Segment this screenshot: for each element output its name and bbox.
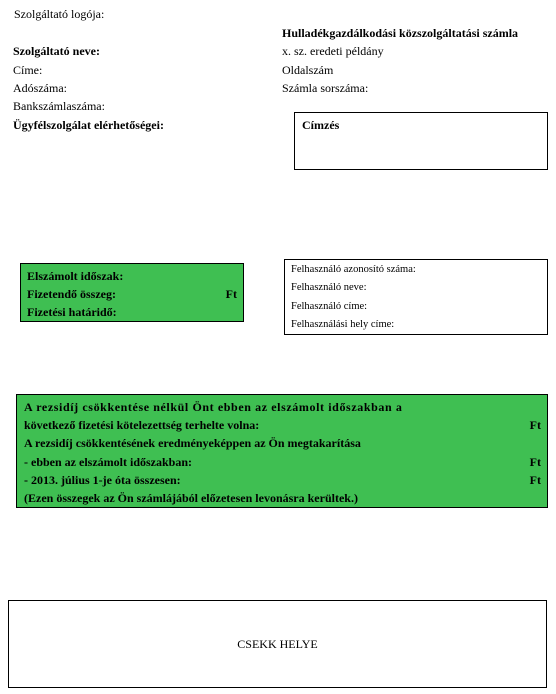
recipient-title: Címzés [302, 118, 340, 132]
savings-line-2: következő fizetési kötelezettség terhelte volna: [24, 418, 260, 432]
check-area-label: CSEKK HELYE [237, 637, 318, 651]
billing-summary-box [20, 263, 244, 322]
payment-deadline-label: Fizetési határidő: [27, 305, 117, 319]
provider-address-label: Címe: [13, 63, 43, 77]
user-name-label: Felhasználó neve: [291, 282, 367, 293]
copy-type: x. sz. eredeti példány [282, 44, 384, 58]
savings-line-4-currency: Ft [529, 455, 541, 469]
savings-line-5-currency: Ft [529, 473, 541, 487]
user-id-label: Felhasználó azonosító száma: [291, 264, 416, 275]
invoice-number-label: Számla sorszáma: [282, 81, 369, 95]
billing-period-label: Elszámolt időszak: [27, 269, 124, 283]
savings-line-1: A rezsidíj csökkentése nélkül Önt ebben az elszámolt időszakban a [24, 400, 403, 414]
savings-line-6: (Ezen összegek az Ön számlájából előzetesen levonásra kerültek.) [24, 491, 358, 505]
amount-due-label: Fizetendő összeg: [27, 287, 116, 301]
savings-info-box [16, 394, 548, 508]
customer-service-label: Ügyfélszolgálat elérhetőségei: [13, 118, 164, 132]
check-area-box [8, 600, 547, 688]
savings-line-4: - ebben az elszámolt időszakban: [24, 455, 192, 469]
savings-line-2-currency: Ft [529, 418, 541, 432]
savings-line-5: - 2013. július 1-je óta összesen: [24, 473, 181, 487]
provider-bank-account-label: Bankszámlaszáma: [13, 99, 105, 113]
user-info-box [284, 259, 548, 335]
usage-place-label: Felhasználási hely címe: [291, 319, 395, 330]
page-number-label: Oldalszám [282, 63, 334, 77]
amount-due-currency: Ft [225, 287, 237, 301]
recipient-box [294, 112, 548, 170]
user-address-label: Felhasználó címe: [291, 301, 368, 312]
provider-logo-label: Szolgáltató logója: [14, 7, 105, 21]
provider-tax-number-label: Adószáma: [13, 81, 67, 95]
savings-line-3: A rezsidíj csökkentésének eredményeképpen az Ön megtakarítása [24, 436, 361, 450]
invoice-title: Hulladékgazdálkodási közszolgáltatási számla [282, 26, 519, 40]
provider-name-label: Szolgáltató neve: [13, 44, 100, 58]
